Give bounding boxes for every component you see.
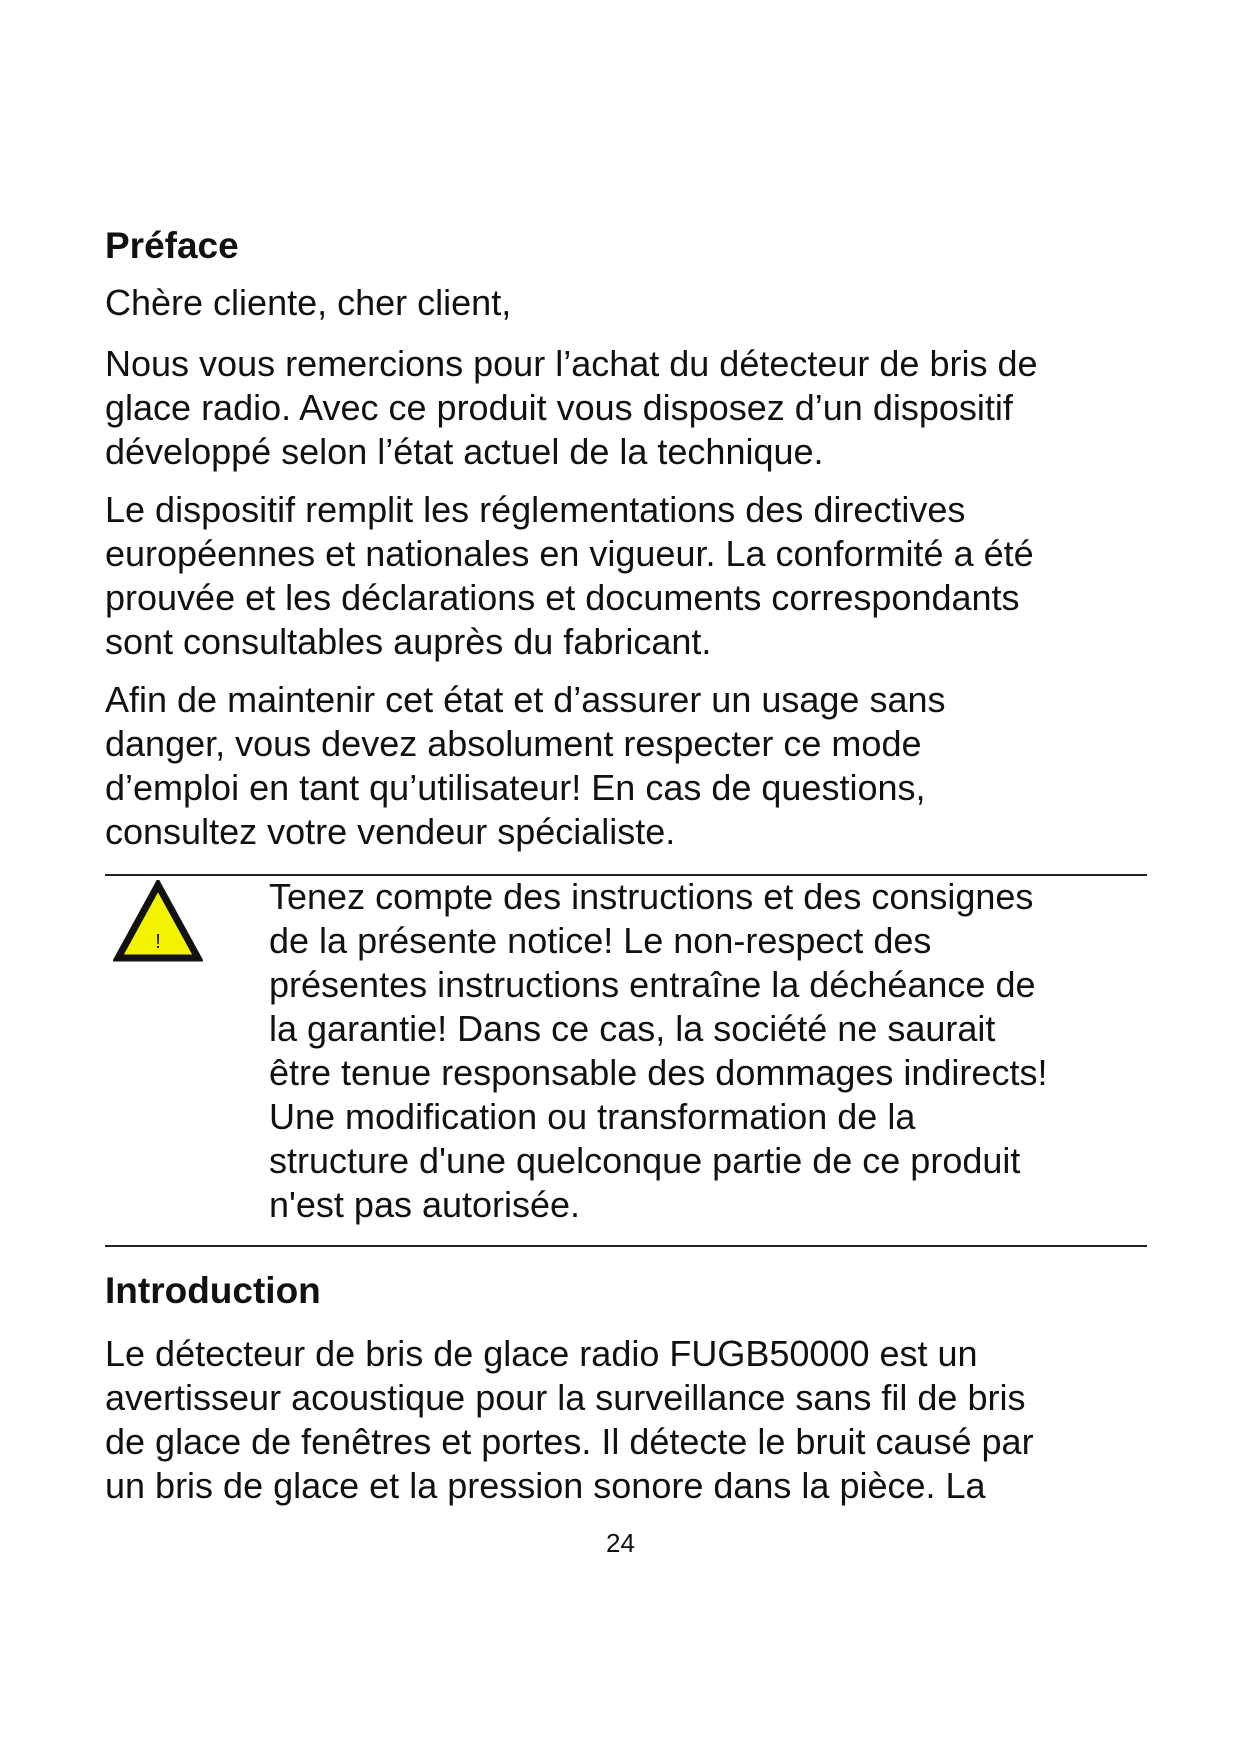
text-line: européennes et nationales en vigueur. La conformité a été (105, 533, 1034, 574)
warning-exclamation-glyph: ! (155, 931, 161, 953)
text-line: n'est pas autorisée. (269, 1184, 581, 1225)
text-line: Afin de maintenir cet état et d’assurer un usage sans (105, 679, 946, 720)
text-line: de glace de fenêtres et portes. Il détecte le bruit causé par (105, 1421, 1034, 1462)
text-line: Le dispositif remplit les réglementations des directives (105, 489, 966, 530)
warning-bottom-rule (105, 1245, 1147, 1247)
greeting: Chère cliente, cher client, (105, 282, 512, 323)
warning-triangle-icon (113, 880, 203, 964)
text-line: de la présente notice! Le non-respect des (269, 920, 932, 961)
text-line: présentes instructions entraîne la déchéance de (269, 964, 1036, 1005)
preface-paragraph-2 (105, 488, 1034, 664)
text-line: Une modification ou transformation de la (269, 1096, 916, 1137)
page-number: 24 (606, 1528, 635, 1558)
text-line: structure d'une quelconque partie de ce produit (269, 1140, 1021, 1181)
text-line: prouvée et les déclarations et documents correspondants (105, 577, 1020, 618)
preface-heading: Préface (105, 225, 239, 266)
text-line: danger, vous devez absolument respecter ce mode (105, 723, 922, 764)
text-line: avertisseur acoustique pour la surveillance sans fil de bris (105, 1377, 1026, 1418)
text-line: être tenue responsable des dommages indirects! (269, 1052, 1048, 1093)
text-line: Nous vous remercions pour l’achat du détecteur de bris de (105, 343, 1038, 384)
text-line: Le détecteur de bris de glace radio FUGB50000 est un (105, 1333, 978, 1374)
preface-paragraph-3 (105, 678, 945, 854)
text-line: d’emploi en tant qu’utilisateur! En cas de questions, (105, 767, 926, 808)
text-line: Tenez compte des instructions et des consignes (269, 876, 1034, 917)
introduction-paragraph (105, 1332, 1034, 1508)
text-line: la garantie! Dans ce cas, la société ne saurait (269, 1008, 996, 1049)
text-line: sont consultables auprès du fabricant. (105, 621, 712, 662)
introduction-heading: Introduction (105, 1270, 321, 1311)
text-line: consultez votre vendeur spécialiste. (105, 811, 676, 852)
text-line: glace radio. Avec ce produit vous disposez d’un dispositif (105, 387, 1013, 428)
text-line: un bris de glace et la pression sonore dans la pièce. La (105, 1465, 986, 1506)
preface-paragraph-1 (105, 342, 1038, 474)
text-line: développé selon l’état actuel de la technique. (105, 431, 824, 472)
warning-notice (269, 875, 1047, 1227)
